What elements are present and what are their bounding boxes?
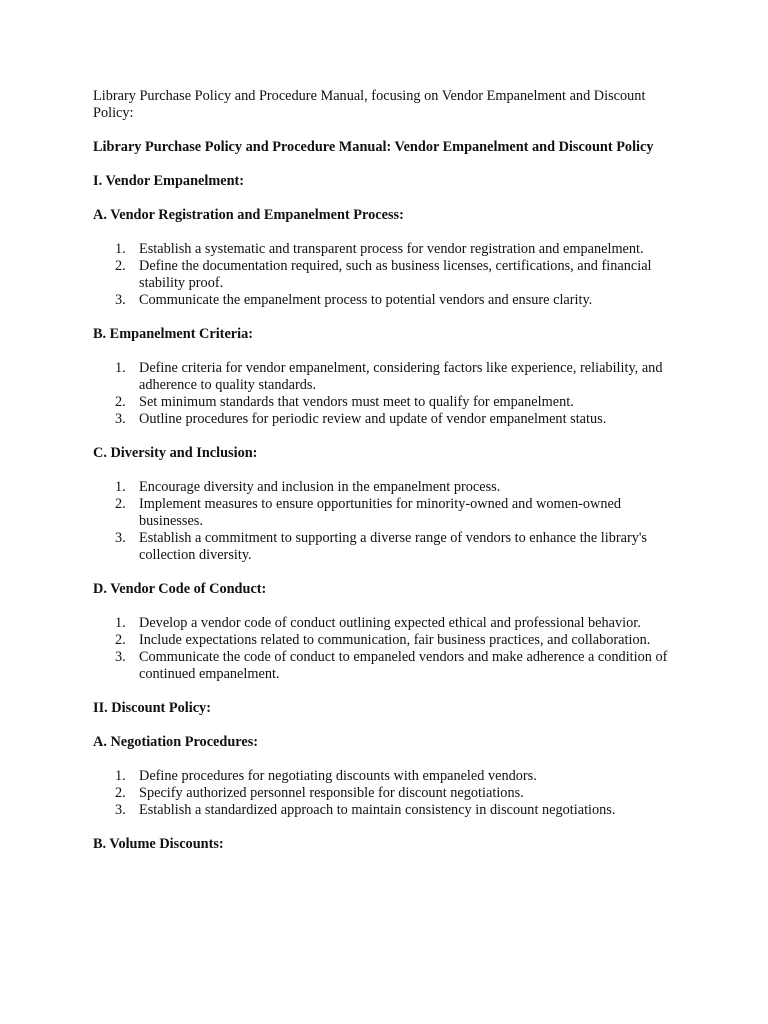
list-item-text: Outline procedures for periodic review and update of vendor empanelment status. (139, 411, 607, 427)
list-item: 1. Define procedures for negotiating discounts with empaneled vendors. (115, 768, 537, 784)
list-item-text: Define the documentation required, such as business licenses, certifications, and financial stability proof. (139, 258, 652, 291)
list-item: 2. Include expectations related to communication, fair business practices, and collaboration. (115, 632, 651, 648)
part-heading-discount-policy: II. Discount Policy: (93, 700, 211, 716)
list-item: 1. Develop a vendor code of conduct outlining expected ethical and professional behavior. (115, 615, 641, 631)
criteria-list (93, 360, 673, 428)
list-item-text: Establish a standardized approach to maintain consistency in discount negotiations. (139, 802, 616, 818)
list-item-text: Define criteria for vendor empanelment, considering factors like experience, reliability, and adherence to quality standards. (139, 360, 663, 393)
list-item: 3. Communicate the code of conduct to empaneled vendors and make adherence a condition of continued empanelment. (115, 649, 668, 682)
negotiation-list (93, 768, 673, 819)
list-item-text: Develop a vendor code of conduct outlining expected ethical and professional behavior. (139, 615, 641, 631)
list-item-text: Set minimum standards that vendors must meet to qualify for empanelment. (139, 394, 574, 410)
list-item-text: Include expectations related to communication, fair business practices, and collaboration. (139, 632, 651, 648)
list-item: 1. Define criteria for vendor empanelment, considering factors like experience, reliability, and adherence to quality standards. (115, 360, 663, 393)
registration-list (93, 241, 673, 309)
list-item-text: Define procedures for negotiating discounts with empaneled vendors. (139, 768, 537, 784)
list-item: 3. Communicate the empanelment process to potential vendors and ensure clarity. (115, 292, 593, 308)
list-item: 3. Outline procedures for periodic review and update of vendor empanelment status. (115, 411, 607, 427)
list-item: 2. Define the documentation required, such as business licenses, certifications, and financial stability proof. (115, 258, 652, 291)
diversity-list (93, 479, 673, 564)
section-heading-code-of-conduct: D. Vendor Code of Conduct: (93, 581, 267, 597)
document-page (93, 88, 673, 870)
list-item-text: Establish a systematic and transparent process for vendor registration and empanelment. (139, 241, 644, 257)
list-item: 2. Set minimum standards that vendors must meet to qualify for empanelment. (115, 394, 574, 410)
section-heading-criteria: B. Empanelment Criteria: (93, 326, 254, 342)
list-item-text: Communicate the code of conduct to empaneled vendors and make adherence a condition of continued empanelment. (139, 649, 668, 682)
section-heading-diversity: C. Diversity and Inclusion: (93, 445, 258, 461)
list-item: 1. Encourage diversity and inclusion in the empanelment process. (115, 479, 501, 495)
list-item: 3. Establish a commitment to supporting a diverse range of vendors to enhance the library's collection diversity. (115, 530, 647, 563)
part-heading-vendor-empanelment: I. Vendor Empanelment: (93, 173, 245, 189)
list-item-text: Establish a commitment to supporting a diverse range of vendors to enhance the library's collection diversity. (139, 530, 647, 563)
section-heading-negotiation: A. Negotiation Procedures: (93, 734, 259, 750)
list-item: 2. Implement measures to ensure opportunities for minority-owned and women-owned businesses. (115, 496, 622, 529)
list-item: 1. Establish a systematic and transparent process for vendor registration and empanelment. (115, 241, 644, 257)
list-item-text: Implement measures to ensure opportunities for minority-owned and women-owned businesses. (139, 496, 622, 529)
document-title: Library Purchase Policy and Procedure Manual: Vendor Empanelment and Discount Policy (93, 139, 654, 155)
section-heading-registration: A. Vendor Registration and Empanelment Process: (93, 207, 404, 223)
code-of-conduct-list (93, 615, 673, 683)
list-item: 2. Specify authorized personnel responsible for discount negotiations. (115, 785, 524, 801)
list-item: 3. Establish a standardized approach to maintain consistency in discount negotiations. (115, 802, 616, 818)
list-item-text: Communicate the empanelment process to potential vendors and ensure clarity. (139, 292, 593, 308)
list-item-text: Specify authorized personnel responsible for discount negotiations. (139, 785, 524, 801)
intro-paragraph: Library Purchase Policy and Procedure Manual, focusing on Vendor Empanelment and Discount Policy: (93, 88, 646, 121)
list-item-text: Encourage diversity and inclusion in the empanelment process. (139, 479, 501, 495)
section-heading-volume-discounts: B. Volume Discounts: (93, 836, 224, 852)
